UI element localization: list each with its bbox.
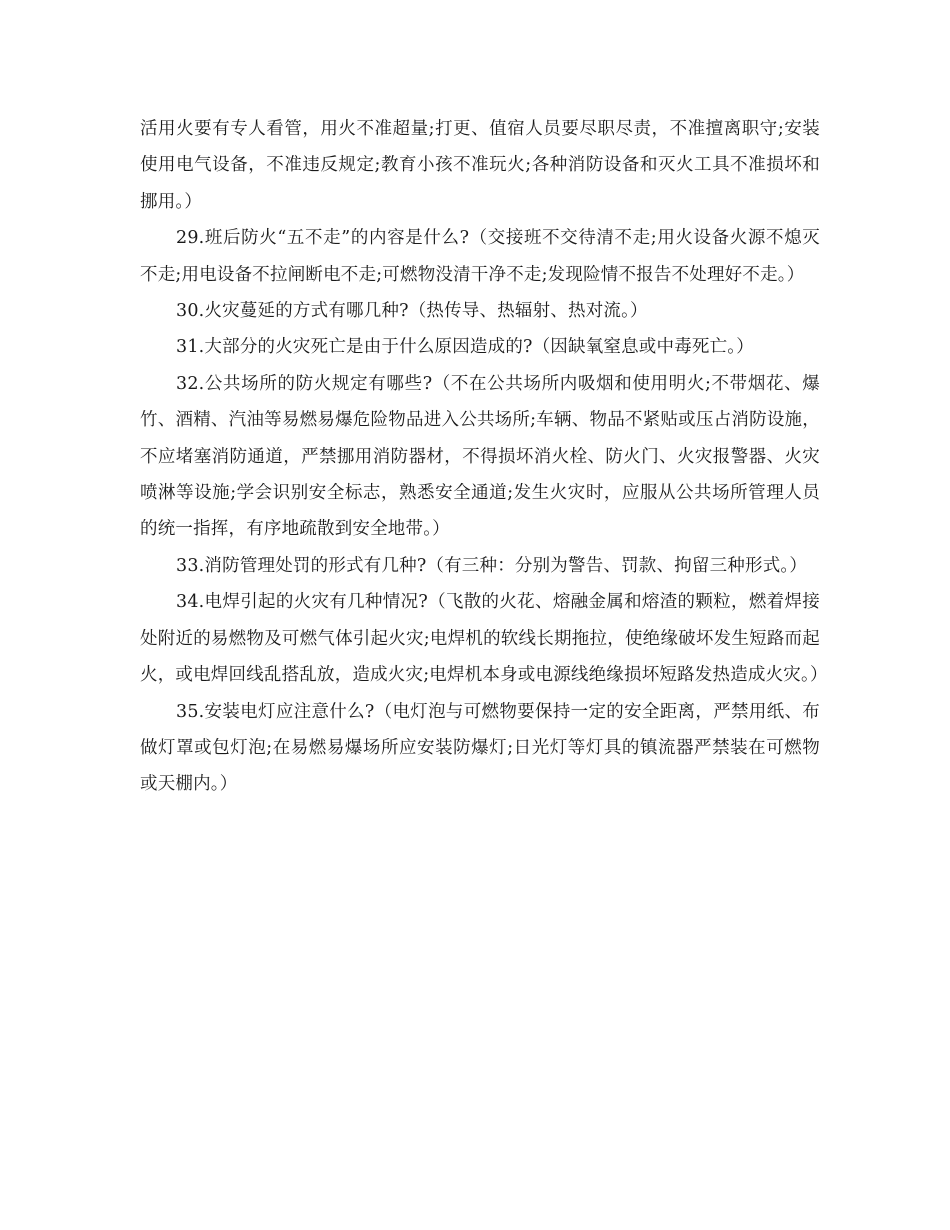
paragraph-q29: 29.班后防火“五不走”的内容是什么?（交接班不交待清不走;用火设备火源不熄灭不走;用电设备不拉闸断电不走;可燃物没清干净不走;发现险情不报告不处理好不走。）: [140, 228, 820, 285]
paragraph-q34: 34.电焊引起的火灾有几种情况?（飞散的火花、熔融金属和熔渣的颗粒，燃着焊接处附近的易燃物及可燃气体引起火灾;电焊机的软线长期拖拉，使绝缘破坏发生短路而起火，或电焊回线乱搭乱放，造成火灾;电焊机本身或电源线绝缘损坏短路发热造成火灾。）: [140, 592, 828, 686]
paragraph-q31: 31.大部分的火灾死亡是由于什么原因造成的?（因缺氧窒息或中毒死亡。）: [176, 337, 754, 358]
paragraph-q32: 32.公共场所的防火规定有哪些?（不在公共场所内吸烟和使用明火;不带烟花、爆竹、酒精、汽油等易燃易爆危险物品进入公共场所;车辆、物品不紧贴或压占消防设施，不应堵塞消防通道，严禁挪用消防器材，不得损坏消火栓、防火门、火灾报警器、火灾喷淋等设施;学会识别安全标志，熟悉安全通道;发生火灾时，应服从公共场所管理人员的统一指挥，有序地疏散到安全地带。）: [140, 373, 820, 540]
paragraph-q35: 35.安装电灯应注意什么?（电灯泡与可燃物要保持一定的安全距离，严禁用纸、布做灯罩或包灯泡;在易燃易爆场所应安装防爆灯;日光灯等灯具的镇流器严禁装在可燃物或天棚内。）: [140, 701, 820, 795]
document-body: [140, 111, 828, 803]
paragraph-continuation: 活用火要有专人看管，用火不准超量;打更、值宿人员要尽职尽责，不准擅离职守;安装使用电气设备，不准违反规定;教育小孩不准玩火;各种消防设备和灭火工具不准损坏和挪用。）: [140, 119, 820, 212]
paragraph-q33: 33.消防管理处罚的形式有几种?（有三种：分别为警告、罚款、拘留三种形式。）: [176, 555, 808, 576]
paragraph-q30: 30.火灾蔓延的方式有哪几种?（热传导、热辐射、热对流。）: [176, 301, 648, 322]
